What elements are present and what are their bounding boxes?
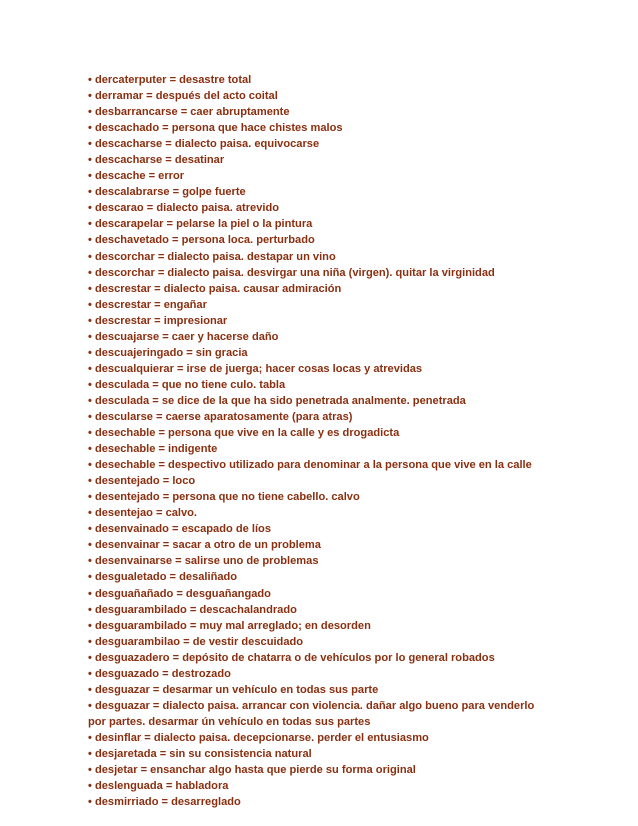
entry-text: descrestar = impresionar bbox=[94, 314, 228, 327]
glossary-entry bbox=[88, 329, 550, 345]
entry-text: desmirriado = desarreglado bbox=[94, 796, 241, 809]
bullet-icon: • bbox=[88, 443, 95, 456]
bullet-icon: • bbox=[88, 170, 95, 183]
glossary-entry bbox=[88, 297, 550, 313]
entry-text: desbarrancarse = caer abruptamente bbox=[94, 106, 290, 119]
entry-text: desentejado = persona que no tiene cabello. calvo bbox=[94, 491, 360, 504]
glossary-entry bbox=[88, 104, 550, 120]
glossary-entry bbox=[88, 409, 550, 425]
entry-text: desinflar = dialecto paisa. decepcionarse. perder el entusiasmo bbox=[94, 731, 429, 744]
glossary-entry bbox=[88, 698, 550, 730]
entry-text: desguarambilado = muy mal arreglado; en desorden bbox=[94, 619, 371, 632]
entry-text: descarapelar = pelarse la piel o la pintura bbox=[94, 218, 313, 231]
bullet-icon: • bbox=[88, 427, 95, 440]
glossary-entry bbox=[88, 778, 550, 794]
glossary-entry bbox=[88, 441, 550, 457]
entry-text: deschavetado = persona loca. perturbado bbox=[94, 234, 315, 247]
glossary-entry bbox=[88, 634, 550, 650]
bullet-icon: • bbox=[88, 106, 95, 119]
glossary-entry bbox=[88, 168, 550, 184]
entry-text: desgualetado = desaliñado bbox=[94, 571, 238, 584]
glossary-entry bbox=[88, 489, 550, 505]
glossary-entry bbox=[88, 152, 550, 168]
bullet-icon: • bbox=[88, 539, 95, 552]
bullet-icon: • bbox=[88, 122, 95, 135]
glossary-entry bbox=[88, 569, 550, 585]
bullet-icon: • bbox=[88, 378, 95, 391]
entry-text: desenvainarse = salirse uno de problemas bbox=[94, 555, 319, 568]
glossary-entry bbox=[88, 682, 550, 698]
bullet-icon: • bbox=[88, 571, 95, 584]
entry-text: desenvainar = sacar a otro de un problema bbox=[94, 539, 321, 552]
entry-text: desguarambilao = de vestir descuidado bbox=[94, 635, 304, 648]
glossary-entry bbox=[88, 313, 550, 329]
bullet-icon: • bbox=[88, 410, 95, 423]
bullet-icon: • bbox=[88, 138, 95, 151]
bullet-icon: • bbox=[88, 202, 95, 215]
entry-text: descache = error bbox=[94, 170, 185, 183]
entry-text: desenvainado = escapado de líos bbox=[94, 523, 271, 536]
entry-text: descularse = caerse aparatosamente (para atras) bbox=[94, 410, 353, 423]
bullet-icon: • bbox=[88, 635, 95, 648]
bullet-icon: • bbox=[88, 683, 95, 696]
glossary-entry bbox=[88, 377, 550, 393]
bullet-icon: • bbox=[88, 346, 95, 359]
entry-text: descacharse = dialecto paisa. equivocarse bbox=[94, 138, 320, 151]
glossary-entry bbox=[88, 425, 550, 441]
entry-text: descorchar = dialecto paisa. desvirgar una niña (virgen). quitar la virginidad bbox=[94, 266, 495, 279]
bullet-icon: • bbox=[88, 555, 95, 568]
entry-text: desechable = indigente bbox=[94, 443, 218, 456]
entry-text: descarao = dialecto paisa. atrevido bbox=[94, 202, 280, 215]
bullet-icon: • bbox=[88, 523, 95, 536]
entry-text: descrestar = engañar bbox=[94, 298, 207, 311]
entry-text: descuajeringado = sin gracia bbox=[94, 346, 248, 359]
bullet-icon: • bbox=[88, 234, 95, 247]
entry-text: desjaretada = sin su consistencia natural bbox=[94, 747, 312, 760]
bullet-icon: • bbox=[88, 186, 95, 199]
entry-text: descalabrarse = golpe fuerte bbox=[94, 186, 246, 199]
bullet-icon: • bbox=[88, 667, 95, 680]
glossary-entry bbox=[88, 72, 550, 88]
glossary-entry bbox=[88, 762, 550, 778]
entry-text: descorchar = dialecto paisa. destapar un vino bbox=[94, 250, 336, 263]
bullet-icon: • bbox=[88, 764, 95, 777]
entry-text: descrestar = dialecto paisa. causar admiración bbox=[94, 282, 342, 295]
entry-text: dercaterputer = desastre total bbox=[94, 74, 252, 86]
entry-text: desguazar = desarmar un vehículo en todas sus parte bbox=[94, 683, 379, 696]
bullet-icon: • bbox=[88, 90, 95, 103]
glossary-list bbox=[88, 72, 550, 810]
glossary-entry bbox=[88, 184, 550, 200]
glossary-entry bbox=[88, 666, 550, 682]
bullet-icon: • bbox=[88, 699, 95, 712]
entry-text: descualquierar = irse de juerga; hacer cosas locas y atrevidas bbox=[94, 362, 423, 375]
glossary-entry bbox=[88, 232, 550, 248]
bullet-icon: • bbox=[88, 731, 95, 744]
glossary-entry bbox=[88, 602, 550, 618]
glossary-entry bbox=[88, 586, 550, 602]
bullet-icon: • bbox=[88, 459, 95, 472]
glossary-entry bbox=[88, 650, 550, 666]
entry-text: desjetar = ensanchar algo hasta que pierde su forma original bbox=[94, 764, 416, 777]
entry-text: desentejao = calvo. bbox=[94, 507, 198, 520]
bullet-icon: • bbox=[88, 394, 95, 407]
glossary-entry bbox=[88, 265, 550, 281]
entry-text: desguazar = dialecto paisa. arrancar con violencia. dañar algo bueno para venderlo por partes. desarmar ún vehículo en todas sus partes bbox=[88, 699, 535, 728]
bullet-icon: • bbox=[88, 218, 95, 231]
glossary-entry bbox=[88, 730, 550, 746]
bullet-icon: • bbox=[88, 154, 95, 167]
glossary-entry bbox=[88, 361, 550, 377]
glossary-entry bbox=[88, 537, 550, 553]
entry-text: desguazado = destrozado bbox=[94, 667, 231, 680]
bullet-icon: • bbox=[88, 266, 95, 279]
entry-text: descachado = persona que hace chistes malos bbox=[94, 122, 343, 135]
glossary-entry bbox=[88, 136, 550, 152]
entry-text: desguazadero = depósito de chatarra o de vehículos por lo general robados bbox=[94, 651, 495, 664]
glossary-entry bbox=[88, 618, 550, 634]
bullet-icon: • bbox=[88, 796, 95, 809]
bullet-icon: • bbox=[88, 314, 95, 327]
glossary-entry bbox=[88, 88, 550, 104]
bullet-icon: • bbox=[88, 282, 95, 295]
entry-text: desechable = despectivo utilizado para denominar a la persona que vive en la calle bbox=[94, 459, 532, 472]
entry-text: descuajarse = caer y hacerse daño bbox=[94, 330, 279, 343]
glossary-entry bbox=[88, 393, 550, 409]
bullet-icon: • bbox=[88, 651, 95, 664]
glossary-entry bbox=[88, 281, 550, 297]
glossary-entry bbox=[88, 553, 550, 569]
bullet-icon: • bbox=[88, 475, 95, 488]
entry-text: desentejado = loco bbox=[94, 475, 196, 488]
bullet-icon: • bbox=[88, 780, 95, 793]
bullet-icon: • bbox=[88, 603, 95, 616]
glossary-entry bbox=[88, 120, 550, 136]
glossary-entry bbox=[88, 746, 550, 762]
entry-text: desguarambilado = descachalandrado bbox=[94, 603, 297, 616]
bullet-icon: • bbox=[88, 747, 95, 760]
glossary-entry bbox=[88, 249, 550, 265]
glossary-entry bbox=[88, 457, 550, 473]
entry-text: desculada = que no tiene culo. tabla bbox=[94, 378, 286, 391]
entry-text: desculada = se dice de la que ha sido penetrada analmente. penetrada bbox=[94, 394, 466, 407]
bullet-icon: • bbox=[88, 250, 95, 263]
glossary-entry bbox=[88, 505, 550, 521]
bullet-icon: • bbox=[88, 507, 95, 520]
bullet-icon: • bbox=[88, 74, 95, 86]
glossary-entry bbox=[88, 794, 550, 810]
entry-text: derramar = después del acto coital bbox=[94, 90, 278, 103]
bullet-icon: • bbox=[88, 330, 95, 343]
entry-text: descacharse = desatinar bbox=[94, 154, 225, 167]
entry-text: desguañañado = desguañangado bbox=[94, 587, 271, 600]
bullet-icon: • bbox=[88, 491, 95, 504]
glossary-entry bbox=[88, 216, 550, 232]
entry-text: desechable = persona que vive en la calle y es drogadicta bbox=[94, 427, 400, 440]
entry-text: deslenguada = habladora bbox=[94, 780, 229, 793]
glossary-entry bbox=[88, 521, 550, 537]
bullet-icon: • bbox=[88, 362, 95, 375]
glossary-entry bbox=[88, 473, 550, 489]
glossary-entry bbox=[88, 200, 550, 216]
glossary-entry bbox=[88, 345, 550, 361]
bullet-icon: • bbox=[88, 619, 95, 632]
bullet-icon: • bbox=[88, 587, 95, 600]
bullet-icon: • bbox=[88, 298, 95, 311]
